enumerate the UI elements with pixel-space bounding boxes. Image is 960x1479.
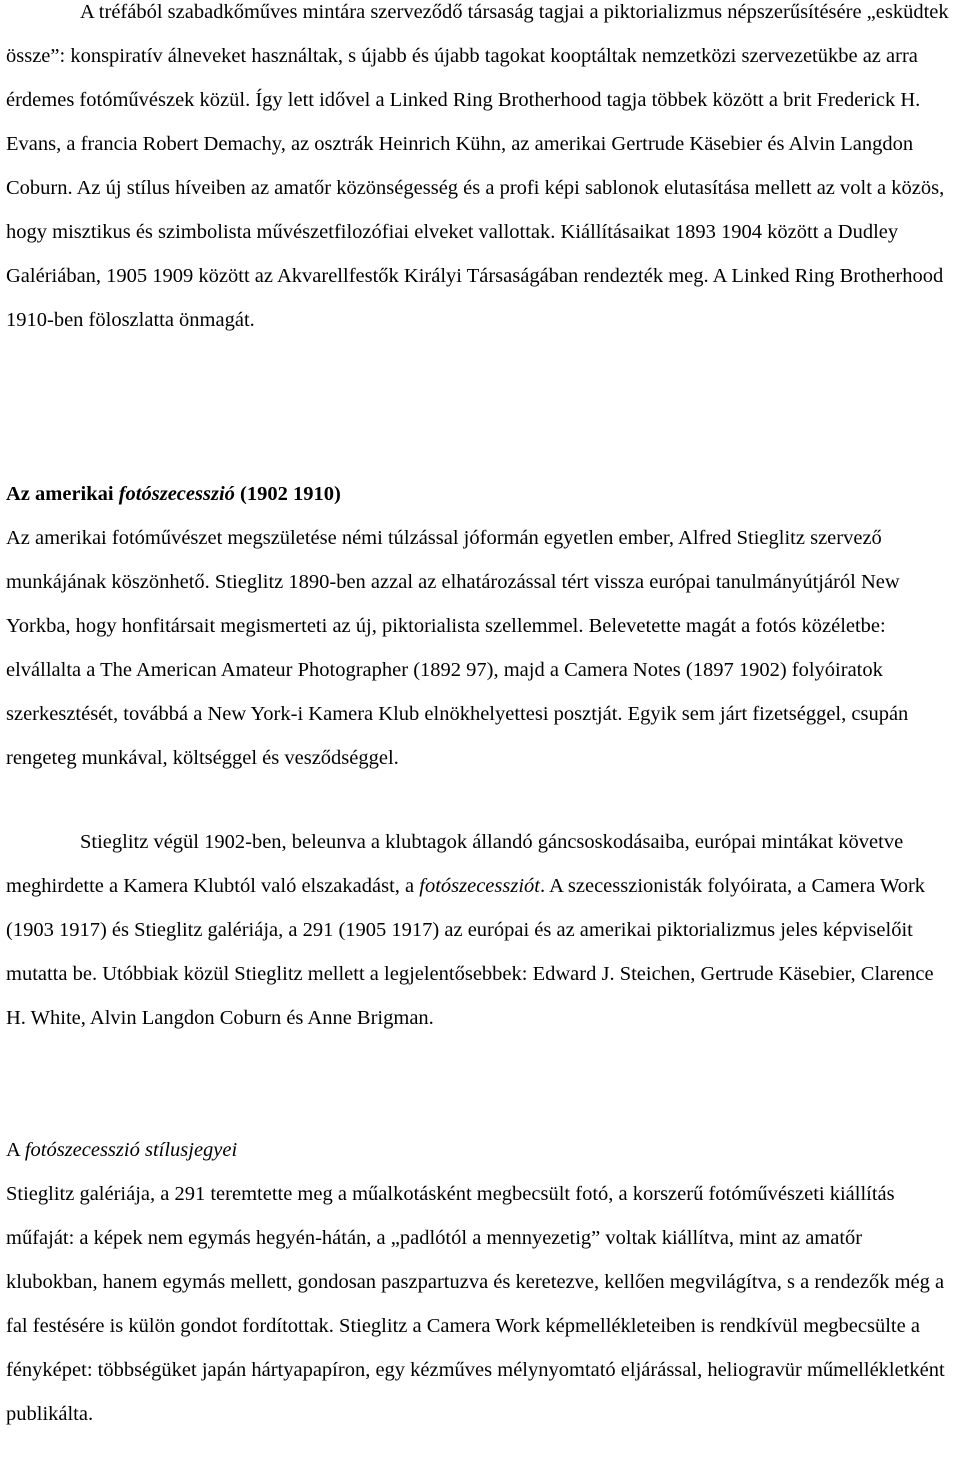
stieglitz-paragraph: Az amerikai fotóművészet megszületése némi túlzással jóformán egyetlen ember, Alfred Stieglitz szervező munkájának köszönhető. Stieglitz 1890-ben azzal az elhatározással tért vissza európai tanulmányútjáról New Yorkba, hogy honfitársait megismerteti az új, piktorialista szellemmel. Belevetette magát a fotós közéletbe: elvállalta a The American Amateur Photographer (1892 97), majd a Camera Notes (1897 1902) folyóiratok szerkesztését, továbbá a New York-i Kamera Klub elnökhelyettesi posztját. Egyik sem járt fizetséggel, csupán rengeteg munkával, költséggel és vesződséggel. <box>6 527 909 769</box>
secession-text-end: . A szecesszionisták folyóirata, a Camera Work (1903 1917) és Stieglitz galériája, a 291 (1905 1917) az európai és az amerikai piktorializmus jeles képviselőit mutatta be. Utóbbiak közül Stieglitz mellett a legjelentősebbek: Edward J. Steichen, Gertrude Käsebier, Clarence H. White, Alvin Langdon Coburn és Anne Brigman. <box>6 875 934 1029</box>
heading-suffix: (1902 1910) <box>234 483 341 505</box>
section-heading-american-photo-secession <box>6 472 954 516</box>
heading-prefix: Az amerikai <box>6 483 119 505</box>
heading-italic-term: fotószecesszió <box>118 483 235 505</box>
heading-italic-term: fotószecesszió stílusjegyei <box>24 1139 238 1161</box>
section-heading-style-features <box>6 1128 954 1172</box>
style-features-section <box>6 1128 954 1436</box>
secession-italic-term: fotószecessziót <box>419 875 540 897</box>
intro-paragraph-block <box>6 0 954 342</box>
secession-text-start: Stieglitz végül 1902-ben, beleunva a klubtagok állandó gáncsoskodásaiba, európai mintákat követve meghirdette a Kamera Klubtól való elszakadást, a <box>6 831 904 897</box>
gallery-291-paragraph: Stieglitz galériája, a 291 teremtette meg a műalkotásként megbecsült fotó, a korszerű fotóművészeti kiállítás műfaját: a képek nem egymás hegyén-hátán, a „padlótól a mennyezetig” voltak kiállítva, mint az amatőr klubokban, hanem egymás mellett, gondosan paszpartuzva és keretezve, kellően megvilágítva, s a rendezők még a fal festésére is külön gondot fordítottak. Stieglitz a Camera Work képmellékleteiben is rendkívül megbecsülte a fényképet: többségüket japán hártyapapíron, egy kézműves mélynyomtató eljárással, heliogravür műmellékletként publikálta. <box>6 1183 945 1425</box>
linked-ring-paragraph: A tréfából szabadkőműves mintára szerveződő társaság tagjai a piktorializmus népszerűsítésére „esküdtek össze”: konspiratív álneveket használtak, s újabb és újabb tagokat kooptáltak nemzetközi szervezetükbe az arra érdemes fotóművészek közül. Így lett idővel a Linked Ring Brotherhood tagja többek között a brit Frederick H. Evans, a francia Robert Demachy, az osztrák Heinrich Kühn, az amerikai Gertrude Käsebier és Alvin Langdon Coburn. Az új stílus híveiben az amatőr közönségesség és a profi képi sablonok elutasítása mellett az volt a közös, hogy misztikus és szimbolista művészetfilozófiai elveket vallottak. Kiállításaikat 1893 1904 között a Dudley Galériában, 1905 1909 között az Akvarellfestők Királyi Társaságában rendezték meg. A Linked Ring Brotherhood 1910-ben föloszlatta önmagát. <box>6 1 949 331</box>
secession-paragraph <box>6 820 954 1040</box>
secession-paragraph-block <box>6 820 954 1040</box>
american-photo-secession-section <box>6 472 954 780</box>
heading-prefix: A <box>6 1139 25 1161</box>
